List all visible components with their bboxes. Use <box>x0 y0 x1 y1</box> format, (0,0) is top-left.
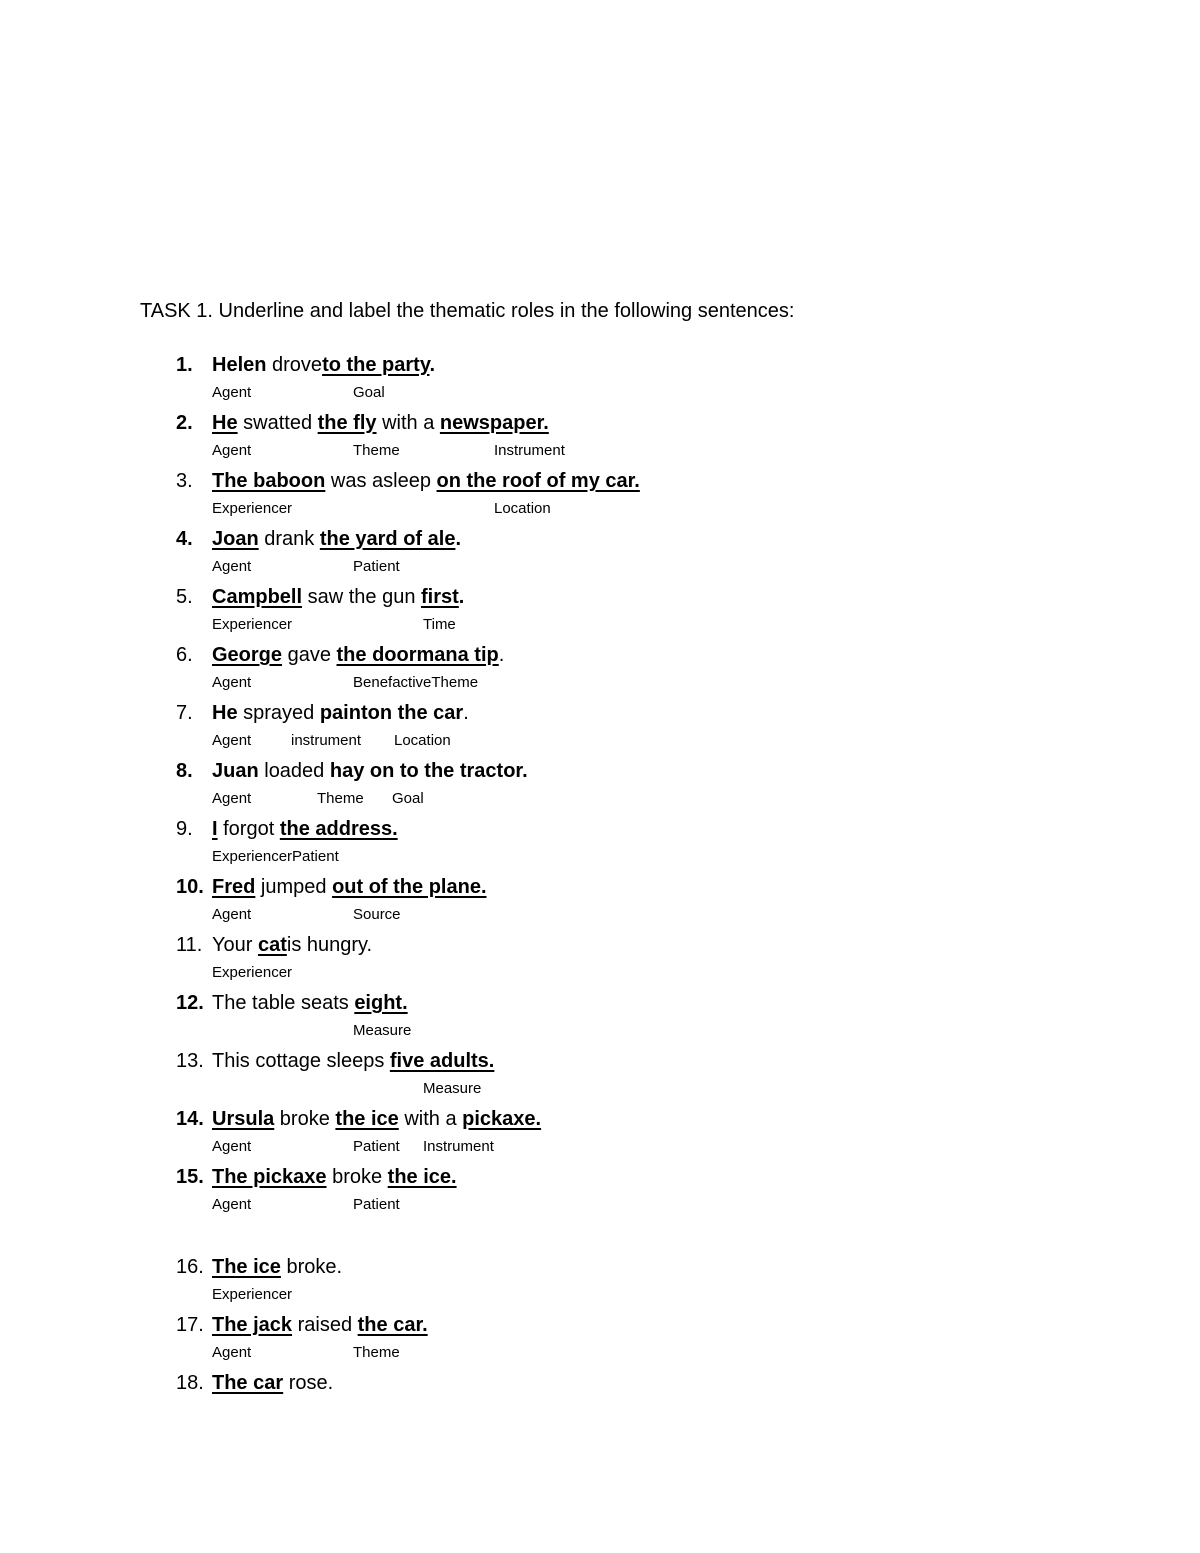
sentence-segment: . <box>458 586 465 608</box>
sentence-segment: broke. <box>280 1256 343 1278</box>
underlined-phrase: Fred <box>212 876 256 898</box>
underlined-phrase: The pickaxe <box>212 1166 327 1188</box>
role-label: Agent <box>212 558 252 575</box>
role-label: Patient <box>353 1138 400 1155</box>
sentence-segment: Helen <box>212 354 267 376</box>
role-label: Goal <box>353 384 385 401</box>
sentence-segment: raised <box>292 1314 358 1336</box>
sentence-segment: swatted <box>237 412 318 434</box>
role-label: Instrument <box>494 442 565 459</box>
role-label: BenefactiveTheme <box>353 674 479 691</box>
item-number: 15. <box>176 1166 204 1188</box>
sentence-segment: broke <box>326 1166 388 1188</box>
sentence-item <box>0 644 1200 702</box>
item-number: 12. <box>176 992 204 1014</box>
sentence-text <box>212 1166 457 1189</box>
sentence-segment: He <box>212 702 238 724</box>
item-number: 5. <box>176 586 193 608</box>
role-label: Agent <box>212 790 252 807</box>
role-label: Source <box>353 906 401 923</box>
role-label: Experiencer <box>212 500 293 517</box>
underlined-phrase: first <box>421 586 459 608</box>
sentence-segment: painton the car <box>319 702 464 724</box>
underlined-phrase: pickaxe. <box>462 1108 542 1130</box>
sentence-segment: rose. <box>283 1372 334 1394</box>
underlined-phrase: eight. <box>354 992 408 1014</box>
sentence-item <box>0 1372 1200 1430</box>
underlined-phrase: the address. <box>279 818 398 840</box>
role-label: Time <box>423 616 456 633</box>
sentence-text <box>212 354 435 377</box>
sentence-segment: with a <box>376 412 440 434</box>
role-label: Measure <box>353 1022 412 1039</box>
sentence-text <box>212 1050 494 1073</box>
sentence-segment: . <box>455 528 462 550</box>
sentence-text <box>212 1108 541 1131</box>
item-number: 4. <box>176 528 193 550</box>
role-label: Location <box>394 732 451 749</box>
underlined-phrase: George <box>212 644 283 666</box>
item-number: 1. <box>176 354 193 376</box>
role-label: Agent <box>212 1196 252 1213</box>
sentence-item <box>0 876 1200 934</box>
role-label: Theme <box>317 790 364 807</box>
role-label: Agent <box>212 674 252 691</box>
sentence-item <box>0 934 1200 992</box>
sentence-item <box>0 760 1200 818</box>
sentence-segment: . <box>429 354 436 376</box>
sentence-segment: The table seats <box>212 992 355 1014</box>
item-number: 3. <box>176 470 193 492</box>
sentence-item <box>0 992 1200 1050</box>
sentence-text <box>212 1372 333 1395</box>
sentence-item <box>0 354 1200 412</box>
sentence-segment: hay on to the tractor. <box>329 760 528 782</box>
role-label: Experiencer <box>212 964 293 981</box>
sentence-text <box>212 1256 342 1279</box>
item-number: 8. <box>176 760 193 782</box>
sentence-item <box>0 470 1200 528</box>
sentence-text <box>212 470 640 493</box>
underlined-phrase: five adults. <box>389 1050 495 1072</box>
underlined-phrase: the car. <box>357 1314 428 1336</box>
role-label: Measure <box>423 1080 482 1097</box>
sentence-segment: drank <box>258 528 320 550</box>
underlined-phrase: cat <box>257 934 287 956</box>
role-label: Instrument <box>423 1138 494 1155</box>
underlined-phrase: Ursula <box>212 1108 275 1130</box>
sentence-segment: jumped <box>255 876 333 898</box>
role-label: Patient <box>353 1196 400 1213</box>
sentence-segment: Juan <box>212 760 259 782</box>
sentence-text <box>212 644 504 667</box>
sentence-item <box>0 412 1200 470</box>
sentence-text <box>212 876 487 899</box>
role-label: Theme <box>353 442 400 459</box>
role-label: Experiencer <box>212 616 293 633</box>
underlined-phrase: the ice. <box>387 1166 457 1188</box>
item-number: 18. <box>176 1372 204 1394</box>
sentence-item <box>0 1108 1200 1166</box>
item-number: 6. <box>176 644 193 666</box>
sentence-item <box>0 1314 1200 1372</box>
sentence-segment: saw the gun <box>302 586 421 608</box>
item-number: 17. <box>176 1314 204 1336</box>
sentence-segment: forgot <box>217 818 280 840</box>
sentence-text <box>212 586 464 609</box>
underlined-phrase: newspaper. <box>439 412 549 434</box>
sentence-text <box>212 760 528 783</box>
underlined-phrase: out of the plane. <box>332 876 487 898</box>
sentence-segment: This cottage sleeps <box>212 1050 390 1072</box>
sentence-item <box>0 586 1200 644</box>
underlined-phrase: I <box>212 818 218 840</box>
role-label: Goal <box>392 790 424 807</box>
sentence-segment: is hungry. <box>286 934 373 956</box>
role-label: Agent <box>212 1344 252 1361</box>
sentence-segment: was asleep <box>325 470 437 492</box>
sentence-segment: loaded <box>258 760 330 782</box>
sentence-text <box>212 818 398 841</box>
underlined-phrase: The car <box>212 1372 284 1394</box>
sentence-item <box>0 1050 1200 1108</box>
role-label: ExperiencerPatient <box>212 848 339 865</box>
sentence-text <box>212 528 461 551</box>
sentence-segment: broke <box>274 1108 336 1130</box>
role-label: instrument <box>291 732 362 749</box>
sentence-segment: . <box>498 644 505 666</box>
underlined-phrase: The jack <box>212 1314 293 1336</box>
sentence-segment: Your <box>212 934 258 956</box>
sentence-item <box>0 1166 1200 1224</box>
underlined-phrase: the yard of ale <box>319 528 456 550</box>
item-number: 11. <box>176 934 203 956</box>
item-number: 2. <box>176 412 193 434</box>
role-label: Location <box>494 500 551 517</box>
sentence-text <box>212 412 549 435</box>
underlined-phrase: The baboon <box>212 470 326 492</box>
item-number: 14. <box>176 1108 204 1130</box>
sentence-segment: with a <box>398 1108 463 1130</box>
underlined-phrase: He <box>212 412 238 434</box>
item-number: 10. <box>176 876 204 898</box>
sentence-segment: gave <box>282 644 337 666</box>
item-number: 7. <box>176 702 193 724</box>
sentence-segment: . <box>463 702 469 724</box>
item-number: 16. <box>176 1256 204 1278</box>
underlined-phrase: the fly <box>317 412 377 434</box>
role-label: Experiencer <box>212 1286 293 1303</box>
sentence-item <box>0 702 1200 760</box>
role-label: Agent <box>212 384 252 401</box>
sentence-item <box>0 1256 1200 1314</box>
sentence-item <box>0 528 1200 586</box>
sentence-text <box>212 992 408 1015</box>
underlined-phrase: the ice <box>335 1108 399 1130</box>
role-label: Agent <box>212 442 252 459</box>
sentence-text <box>212 934 372 957</box>
sentence-text <box>212 1314 428 1337</box>
item-number: 9. <box>176 818 193 840</box>
sentence-segment: drove <box>266 354 323 376</box>
underlined-phrase: Campbell <box>212 586 303 608</box>
role-label: Theme <box>353 1344 400 1361</box>
underlined-phrase: the doormana tip <box>336 644 499 666</box>
underlined-phrase: Joan <box>212 528 259 550</box>
sentence-item <box>0 818 1200 876</box>
sentence-segment: sprayed <box>237 702 320 724</box>
underlined-phrase: to the party <box>322 354 430 376</box>
underlined-phrase: The ice <box>212 1256 281 1278</box>
role-label: Agent <box>212 1138 252 1155</box>
sentence-text <box>212 702 469 725</box>
role-label: Agent <box>212 906 252 923</box>
item-number: 13. <box>176 1050 204 1072</box>
role-label: Agent <box>212 732 252 749</box>
role-label: Patient <box>353 558 400 575</box>
task-heading: TASK 1. Underline and label the thematic roles in the following sentences: <box>140 300 795 322</box>
underlined-phrase: on the roof of my car. <box>436 470 640 492</box>
